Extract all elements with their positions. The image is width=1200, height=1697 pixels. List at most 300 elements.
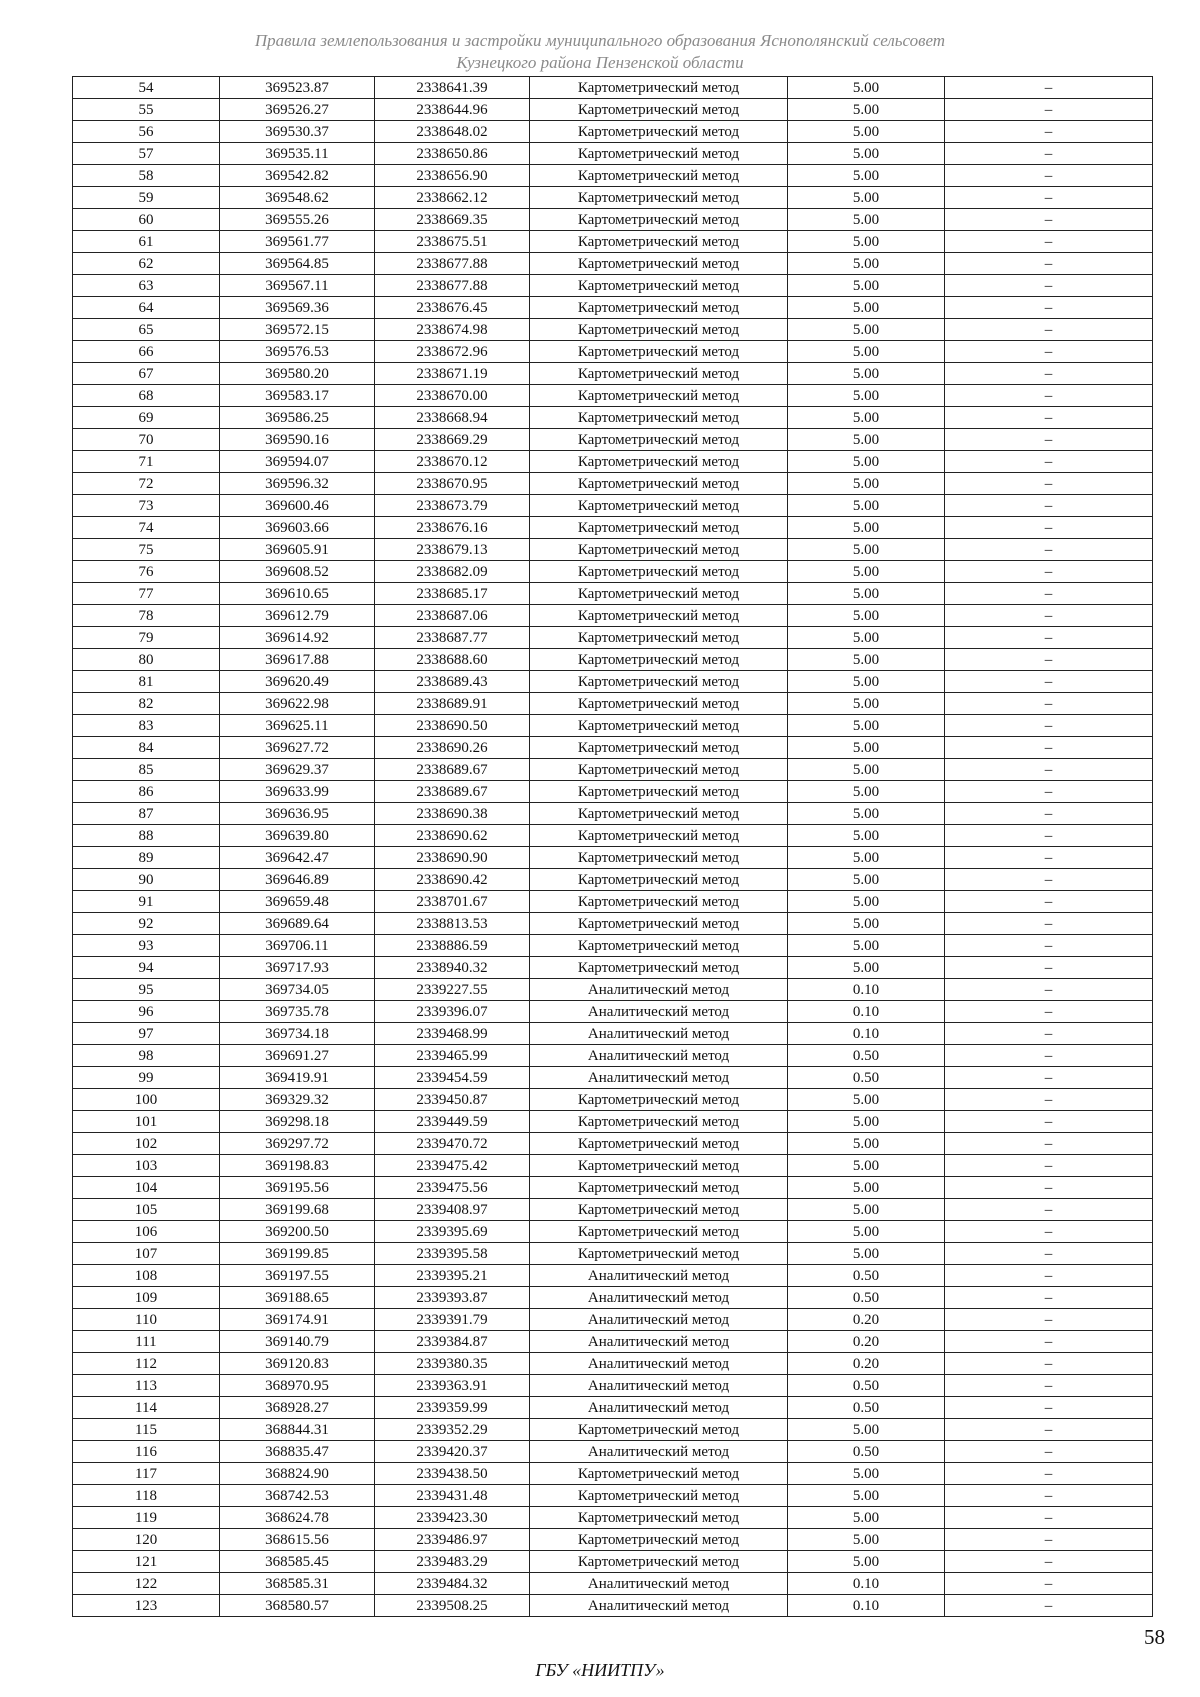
running-header <box>0 30 1200 74</box>
point-number-cell: 111 <box>73 1331 220 1353</box>
note-cell: – <box>945 187 1153 209</box>
method-cell: Картометрический метод <box>530 913 788 935</box>
table-row <box>73 1309 1153 1331</box>
y-coordinate-cell: 2338689.67 <box>375 781 530 803</box>
y-coordinate-cell: 2339449.59 <box>375 1111 530 1133</box>
accuracy-cell: 5.00 <box>788 1177 945 1199</box>
y-coordinate-cell: 2339395.69 <box>375 1221 530 1243</box>
y-coordinate-cell: 2339468.99 <box>375 1023 530 1045</box>
method-cell: Аналитический метод <box>530 1265 788 1287</box>
y-coordinate-cell: 2338648.02 <box>375 121 530 143</box>
note-cell: – <box>945 957 1153 979</box>
y-coordinate-cell: 2339363.91 <box>375 1375 530 1397</box>
point-number-cell: 88 <box>73 825 220 847</box>
accuracy-cell: 5.00 <box>788 385 945 407</box>
method-cell: Картометрический метод <box>530 1243 788 1265</box>
x-coordinate-cell: 369523.87 <box>220 77 375 99</box>
note-cell: – <box>945 231 1153 253</box>
method-cell: Картометрический метод <box>530 209 788 231</box>
note-cell: – <box>945 1331 1153 1353</box>
table-row <box>73 891 1153 913</box>
y-coordinate-cell: 2338701.67 <box>375 891 530 913</box>
table-row <box>73 1221 1153 1243</box>
method-cell: Картометрический метод <box>530 781 788 803</box>
point-number-cell: 86 <box>73 781 220 803</box>
x-coordinate-cell: 369198.83 <box>220 1155 375 1177</box>
y-coordinate-cell: 2339408.97 <box>375 1199 530 1221</box>
method-cell: Картометрический метод <box>530 121 788 143</box>
method-cell: Картометрический метод <box>530 187 788 209</box>
accuracy-cell: 5.00 <box>788 759 945 781</box>
point-number-cell: 67 <box>73 363 220 385</box>
x-coordinate-cell: 368835.47 <box>220 1441 375 1463</box>
x-coordinate-cell: 369200.50 <box>220 1221 375 1243</box>
method-cell: Картометрический метод <box>530 231 788 253</box>
note-cell: – <box>945 781 1153 803</box>
page-number: 58 <box>1144 1625 1165 1649</box>
point-number-cell: 80 <box>73 649 220 671</box>
method-cell: Аналитический метод <box>530 1001 788 1023</box>
note-cell: – <box>945 539 1153 561</box>
method-cell: Картометрический метод <box>530 495 788 517</box>
x-coordinate-cell: 369627.72 <box>220 737 375 759</box>
note-cell: – <box>945 1419 1153 1441</box>
accuracy-cell: 5.00 <box>788 649 945 671</box>
x-coordinate-cell: 369583.17 <box>220 385 375 407</box>
note-cell: – <box>945 473 1153 495</box>
accuracy-cell: 5.00 <box>788 1551 945 1573</box>
point-number-cell: 59 <box>73 187 220 209</box>
method-cell: Картометрический метод <box>530 429 788 451</box>
method-cell: Картометрический метод <box>530 1155 788 1177</box>
table-row <box>73 869 1153 891</box>
accuracy-cell: 0.10 <box>788 1001 945 1023</box>
note-cell: – <box>945 319 1153 341</box>
x-coordinate-cell: 369596.32 <box>220 473 375 495</box>
x-coordinate-cell: 369620.49 <box>220 671 375 693</box>
x-coordinate-cell: 369329.32 <box>220 1089 375 1111</box>
accuracy-cell: 5.00 <box>788 429 945 451</box>
x-coordinate-cell: 369174.91 <box>220 1309 375 1331</box>
table-row <box>73 297 1153 319</box>
y-coordinate-cell: 2338690.62 <box>375 825 530 847</box>
note-cell: – <box>945 99 1153 121</box>
accuracy-cell: 5.00 <box>788 627 945 649</box>
accuracy-cell: 5.00 <box>788 297 945 319</box>
x-coordinate-cell: 369594.07 <box>220 451 375 473</box>
point-number-cell: 90 <box>73 869 220 891</box>
x-coordinate-cell: 368624.78 <box>220 1507 375 1529</box>
y-coordinate-cell: 2338670.12 <box>375 451 530 473</box>
accuracy-cell: 0.10 <box>788 979 945 1001</box>
x-coordinate-cell: 369633.99 <box>220 781 375 803</box>
table-row <box>73 209 1153 231</box>
table-row <box>73 363 1153 385</box>
note-cell: – <box>945 1045 1153 1067</box>
accuracy-cell: 5.00 <box>788 341 945 363</box>
point-number-cell: 76 <box>73 561 220 583</box>
point-number-cell: 122 <box>73 1573 220 1595</box>
method-cell: Картометрический метод <box>530 649 788 671</box>
note-cell: – <box>945 429 1153 451</box>
point-number-cell: 110 <box>73 1309 220 1331</box>
table-row <box>73 1067 1153 1089</box>
accuracy-cell: 5.00 <box>788 847 945 869</box>
method-cell: Картометрический метод <box>530 693 788 715</box>
table-row <box>73 781 1153 803</box>
table-row <box>73 1551 1153 1573</box>
y-coordinate-cell: 2339483.29 <box>375 1551 530 1573</box>
y-coordinate-cell: 2338690.42 <box>375 869 530 891</box>
y-coordinate-cell: 2338650.86 <box>375 143 530 165</box>
accuracy-cell: 5.00 <box>788 407 945 429</box>
note-cell: – <box>945 385 1153 407</box>
y-coordinate-cell: 2339393.87 <box>375 1287 530 1309</box>
point-number-cell: 73 <box>73 495 220 517</box>
y-coordinate-cell: 2338676.45 <box>375 297 530 319</box>
note-cell: – <box>945 495 1153 517</box>
point-number-cell: 121 <box>73 1551 220 1573</box>
x-coordinate-cell: 369646.89 <box>220 869 375 891</box>
table-row <box>73 77 1153 99</box>
table-row <box>73 473 1153 495</box>
method-cell: Картометрический метод <box>530 1199 788 1221</box>
note-cell: – <box>945 1485 1153 1507</box>
accuracy-cell: 5.00 <box>788 275 945 297</box>
note-cell: – <box>945 1221 1153 1243</box>
y-coordinate-cell: 2338689.43 <box>375 671 530 693</box>
method-cell: Аналитический метод <box>530 1045 788 1067</box>
method-cell: Аналитический метод <box>530 1441 788 1463</box>
table-row <box>73 517 1153 539</box>
method-cell: Картометрический метод <box>530 1111 788 1133</box>
table-row <box>73 1001 1153 1023</box>
method-cell: Картометрический метод <box>530 737 788 759</box>
point-number-cell: 118 <box>73 1485 220 1507</box>
x-coordinate-cell: 369564.85 <box>220 253 375 275</box>
point-number-cell: 56 <box>73 121 220 143</box>
point-number-cell: 106 <box>73 1221 220 1243</box>
table-row <box>73 99 1153 121</box>
method-cell: Картометрический метод <box>530 715 788 737</box>
note-cell: – <box>945 1199 1153 1221</box>
method-cell: Картометрический метод <box>530 473 788 495</box>
x-coordinate-cell: 368585.45 <box>220 1551 375 1573</box>
x-coordinate-cell: 369140.79 <box>220 1331 375 1353</box>
x-coordinate-cell: 368824.90 <box>220 1463 375 1485</box>
point-number-cell: 89 <box>73 847 220 869</box>
table-row <box>73 451 1153 473</box>
method-cell: Аналитический метод <box>530 1375 788 1397</box>
y-coordinate-cell: 2338682.09 <box>375 561 530 583</box>
method-cell: Картометрический метод <box>530 539 788 561</box>
x-coordinate-cell: 369569.36 <box>220 297 375 319</box>
method-cell: Картометрический метод <box>530 605 788 627</box>
table-row <box>73 495 1153 517</box>
x-coordinate-cell: 369197.55 <box>220 1265 375 1287</box>
x-coordinate-cell: 369567.11 <box>220 275 375 297</box>
y-coordinate-cell: 2338689.91 <box>375 693 530 715</box>
accuracy-cell: 5.00 <box>788 737 945 759</box>
note-cell: – <box>945 891 1153 913</box>
accuracy-cell: 5.00 <box>788 165 945 187</box>
note-cell: – <box>945 671 1153 693</box>
table-row <box>73 1265 1153 1287</box>
method-cell: Картометрический метод <box>530 891 788 913</box>
table-row <box>73 1375 1153 1397</box>
y-coordinate-cell: 2338641.39 <box>375 77 530 99</box>
accuracy-cell: 5.00 <box>788 1243 945 1265</box>
point-number-cell: 93 <box>73 935 220 957</box>
note-cell: – <box>945 1463 1153 1485</box>
accuracy-cell: 5.00 <box>788 539 945 561</box>
y-coordinate-cell: 2338886.59 <box>375 935 530 957</box>
point-number-cell: 95 <box>73 979 220 1001</box>
note-cell: – <box>945 143 1153 165</box>
accuracy-cell: 5.00 <box>788 1419 945 1441</box>
y-coordinate-cell: 2339391.79 <box>375 1309 530 1331</box>
point-number-cell: 99 <box>73 1067 220 1089</box>
point-number-cell: 68 <box>73 385 220 407</box>
method-cell: Картометрический метод <box>530 297 788 319</box>
table-row <box>73 539 1153 561</box>
table-row <box>73 429 1153 451</box>
y-coordinate-cell: 2339465.99 <box>375 1045 530 1067</box>
point-number-cell: 64 <box>73 297 220 319</box>
y-coordinate-cell: 2338662.12 <box>375 187 530 209</box>
method-cell: Картометрический метод <box>530 1507 788 1529</box>
table-row <box>73 979 1153 1001</box>
y-coordinate-cell: 2338669.35 <box>375 209 530 231</box>
point-number-cell: 58 <box>73 165 220 187</box>
y-coordinate-cell: 2338668.94 <box>375 407 530 429</box>
y-coordinate-cell: 2339395.21 <box>375 1265 530 1287</box>
table-row <box>73 693 1153 715</box>
point-number-cell: 98 <box>73 1045 220 1067</box>
method-cell: Картометрический метод <box>530 77 788 99</box>
coordinates-table <box>72 76 1153 1617</box>
note-cell: – <box>945 275 1153 297</box>
note-cell: – <box>945 1067 1153 1089</box>
x-coordinate-cell: 369526.27 <box>220 99 375 121</box>
accuracy-cell: 5.00 <box>788 363 945 385</box>
note-cell: – <box>945 803 1153 825</box>
method-cell: Картометрический метод <box>530 165 788 187</box>
table-row <box>73 1507 1153 1529</box>
y-coordinate-cell: 2339395.58 <box>375 1243 530 1265</box>
point-number-cell: 62 <box>73 253 220 275</box>
table-row <box>73 1243 1153 1265</box>
x-coordinate-cell: 369542.82 <box>220 165 375 187</box>
point-number-cell: 96 <box>73 1001 220 1023</box>
note-cell: – <box>945 561 1153 583</box>
accuracy-cell: 0.20 <box>788 1353 945 1375</box>
table-row <box>73 759 1153 781</box>
y-coordinate-cell: 2338685.17 <box>375 583 530 605</box>
note-cell: – <box>945 1177 1153 1199</box>
table-row <box>73 407 1153 429</box>
accuracy-cell: 0.20 <box>788 1331 945 1353</box>
x-coordinate-cell: 369734.05 <box>220 979 375 1001</box>
method-cell: Картометрический метод <box>530 1551 788 1573</box>
method-cell: Картометрический метод <box>530 1485 788 1507</box>
y-coordinate-cell: 2338690.38 <box>375 803 530 825</box>
note-cell: – <box>945 1353 1153 1375</box>
note-cell: – <box>945 1023 1153 1045</box>
note-cell: – <box>945 341 1153 363</box>
y-coordinate-cell: 2338644.96 <box>375 99 530 121</box>
table-row <box>73 275 1153 297</box>
x-coordinate-cell: 368585.31 <box>220 1573 375 1595</box>
accuracy-cell: 5.00 <box>788 1221 945 1243</box>
x-coordinate-cell: 369617.88 <box>220 649 375 671</box>
accuracy-cell: 5.00 <box>788 1111 945 1133</box>
point-number-cell: 109 <box>73 1287 220 1309</box>
table-row <box>73 1177 1153 1199</box>
x-coordinate-cell: 369735.78 <box>220 1001 375 1023</box>
x-coordinate-cell: 369561.77 <box>220 231 375 253</box>
method-cell: Аналитический метод <box>530 1287 788 1309</box>
method-cell: Картометрический метод <box>530 1221 788 1243</box>
table-row <box>73 715 1153 737</box>
x-coordinate-cell: 369642.47 <box>220 847 375 869</box>
table-row <box>73 1199 1153 1221</box>
accuracy-cell: 5.00 <box>788 473 945 495</box>
accuracy-cell: 5.00 <box>788 143 945 165</box>
footer-organization: ГБУ «НИИТПУ» <box>535 1660 665 1680</box>
x-coordinate-cell: 369120.83 <box>220 1353 375 1375</box>
table-row <box>73 231 1153 253</box>
method-cell: Картометрический метод <box>530 583 788 605</box>
point-number-cell: 112 <box>73 1353 220 1375</box>
x-coordinate-cell: 369419.91 <box>220 1067 375 1089</box>
method-cell: Аналитический метод <box>530 1397 788 1419</box>
note-cell: – <box>945 1265 1153 1287</box>
accuracy-cell: 5.00 <box>788 1529 945 1551</box>
table-row <box>73 121 1153 143</box>
x-coordinate-cell: 369555.26 <box>220 209 375 231</box>
point-number-cell: 107 <box>73 1243 220 1265</box>
header-line-1: Правила землепользования и застройки муниципального образования Яснополянский сельсовет <box>254 31 946 50</box>
accuracy-cell: 5.00 <box>788 1155 945 1177</box>
method-cell: Картометрический метод <box>530 275 788 297</box>
method-cell: Картометрический метод <box>530 1177 788 1199</box>
table-row <box>73 935 1153 957</box>
table-row <box>73 1595 1153 1617</box>
note-cell: – <box>945 1309 1153 1331</box>
point-number-cell: 65 <box>73 319 220 341</box>
method-cell: Картометрический метод <box>530 1089 788 1111</box>
table-row <box>73 385 1153 407</box>
y-coordinate-cell: 2338674.98 <box>375 319 530 341</box>
y-coordinate-cell: 2339384.87 <box>375 1331 530 1353</box>
note-cell: – <box>945 297 1153 319</box>
accuracy-cell: 5.00 <box>788 671 945 693</box>
y-coordinate-cell: 2339438.50 <box>375 1463 530 1485</box>
y-coordinate-cell: 2339380.35 <box>375 1353 530 1375</box>
note-cell: – <box>945 517 1153 539</box>
point-number-cell: 120 <box>73 1529 220 1551</box>
y-coordinate-cell: 2338670.95 <box>375 473 530 495</box>
x-coordinate-cell: 369199.85 <box>220 1243 375 1265</box>
point-number-cell: 114 <box>73 1397 220 1419</box>
accuracy-cell: 0.50 <box>788 1287 945 1309</box>
note-cell: – <box>945 121 1153 143</box>
x-coordinate-cell: 369625.11 <box>220 715 375 737</box>
method-cell: Картометрический метод <box>530 99 788 121</box>
method-cell: Картометрический метод <box>530 451 788 473</box>
y-coordinate-cell: 2338656.90 <box>375 165 530 187</box>
accuracy-cell: 5.00 <box>788 803 945 825</box>
table-row <box>73 1573 1153 1595</box>
table-row <box>73 1287 1153 1309</box>
y-coordinate-cell: 2339475.56 <box>375 1177 530 1199</box>
y-coordinate-cell: 2339486.97 <box>375 1529 530 1551</box>
accuracy-cell: 0.50 <box>788 1441 945 1463</box>
note-cell: – <box>945 1441 1153 1463</box>
table-row <box>73 1441 1153 1463</box>
y-coordinate-cell: 2338676.16 <box>375 517 530 539</box>
accuracy-cell: 5.00 <box>788 869 945 891</box>
x-coordinate-cell: 369734.18 <box>220 1023 375 1045</box>
point-number-cell: 87 <box>73 803 220 825</box>
method-cell: Картометрический метод <box>530 517 788 539</box>
method-cell: Картометрический метод <box>530 957 788 979</box>
table-row <box>73 627 1153 649</box>
method-cell: Аналитический метод <box>530 1309 788 1331</box>
note-cell: – <box>945 1243 1153 1265</box>
method-cell: Картометрический метод <box>530 561 788 583</box>
y-coordinate-cell: 2338675.51 <box>375 231 530 253</box>
accuracy-cell: 5.00 <box>788 253 945 275</box>
note-cell: – <box>945 1573 1153 1595</box>
point-number-cell: 60 <box>73 209 220 231</box>
x-coordinate-cell: 368742.53 <box>220 1485 375 1507</box>
table-row <box>73 1463 1153 1485</box>
accuracy-cell: 5.00 <box>788 1485 945 1507</box>
note-cell: – <box>945 1155 1153 1177</box>
point-number-cell: 85 <box>73 759 220 781</box>
method-cell: Картометрический метод <box>530 671 788 693</box>
table-row <box>73 737 1153 759</box>
y-coordinate-cell: 2339396.07 <box>375 1001 530 1023</box>
y-coordinate-cell: 2338690.50 <box>375 715 530 737</box>
table-row <box>73 1023 1153 1045</box>
table-row <box>73 847 1153 869</box>
y-coordinate-cell: 2339423.30 <box>375 1507 530 1529</box>
x-coordinate-cell: 369530.37 <box>220 121 375 143</box>
method-cell: Картометрический метод <box>530 1419 788 1441</box>
accuracy-cell: 5.00 <box>788 561 945 583</box>
x-coordinate-cell: 369605.91 <box>220 539 375 561</box>
point-number-cell: 123 <box>73 1595 220 1617</box>
point-number-cell: 71 <box>73 451 220 473</box>
table-row <box>73 957 1153 979</box>
x-coordinate-cell: 369548.62 <box>220 187 375 209</box>
x-coordinate-cell: 369576.53 <box>220 341 375 363</box>
y-coordinate-cell: 2339470.72 <box>375 1133 530 1155</box>
accuracy-cell: 0.10 <box>788 1595 945 1617</box>
x-coordinate-cell: 369717.93 <box>220 957 375 979</box>
accuracy-cell: 5.00 <box>788 121 945 143</box>
y-coordinate-cell: 2339420.37 <box>375 1441 530 1463</box>
table-row <box>73 671 1153 693</box>
method-cell: Картометрический метод <box>530 825 788 847</box>
method-cell: Картометрический метод <box>530 143 788 165</box>
point-number-cell: 82 <box>73 693 220 715</box>
accuracy-cell: 5.00 <box>788 1133 945 1155</box>
point-number-cell: 117 <box>73 1463 220 1485</box>
